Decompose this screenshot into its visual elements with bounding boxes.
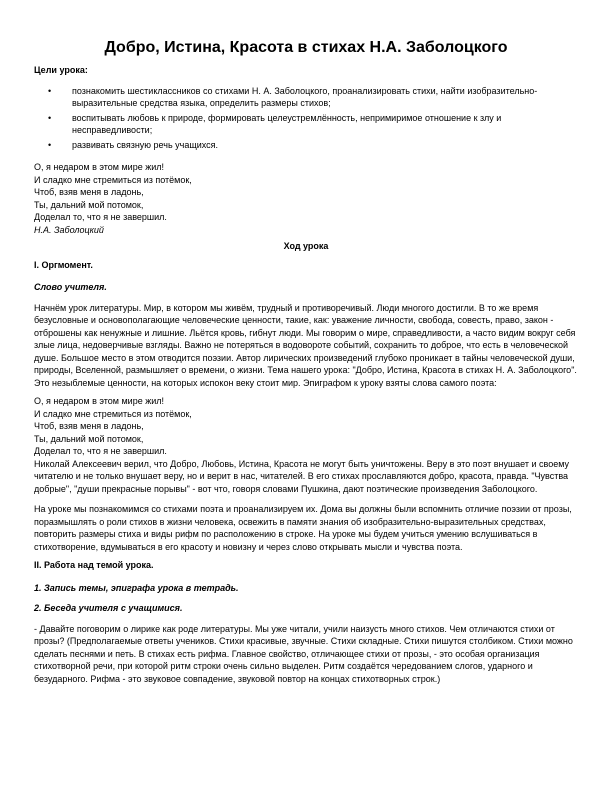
document-page xyxy=(34,38,578,691)
epigraph xyxy=(34,161,578,236)
document-title: Добро, Истина, Красота в стихах Н.А. Заболоцкого xyxy=(104,39,508,56)
poem-line: О, я недаром в этом мире жил! xyxy=(34,396,165,406)
goal-item xyxy=(48,139,578,152)
bullet-icon: • xyxy=(48,85,52,96)
epigraph-line: О, я недаром в этом мире жил! xyxy=(34,162,165,172)
poem-line: Ты, дальний мой потомок, xyxy=(34,433,144,444)
goals-list xyxy=(34,85,578,152)
poem-quote xyxy=(34,395,578,458)
bullet-icon: • xyxy=(48,139,52,150)
goal-item xyxy=(48,85,578,110)
section-heading-1: I. Оргмомент. xyxy=(34,259,93,270)
epigraph-line: И сладко мне стремиться из потёмок, xyxy=(34,174,192,185)
lesson-heading: Ход урока xyxy=(283,241,329,251)
goal-text: познакомить шестиклассников со стихами Н. А. Заболоцкого, проанализировать стихи, найти изобразительно-выразительные средства языка, определить размеры стихов; xyxy=(72,85,538,108)
goal-item xyxy=(48,112,578,137)
paragraph-belief: Николай Алексеевич верил, что Добро, Любовь, Истина, Красота не могут быть уничтожены. Веру в это поэт внушает и своему читателю и не только внушает веру, но и верит в нас, читателей. В его стихах прославляются добро, красота, правда. "Чувства добрые", "души прекрасные порывы" - вот что, говоря словами Пушкина, дают поэтические произведения Заболоцкого. xyxy=(34,458,570,494)
goal-text: воспитывать любовь к природе, формировать целеустремлённость, непримиримое отношение к злу и несправедливости; xyxy=(72,112,502,135)
subsection-heading-2: 2. Беседа учителя с учащимися. xyxy=(34,603,183,613)
epigraph-line: Чтоб, взяв меня в ладонь, xyxy=(34,187,144,197)
poem-line: Чтоб, взяв меня в ладонь, xyxy=(34,421,144,431)
paragraph-intro: Начнём урок литературы. Мир, в котором мы живём, трудный и противоречивый. Люди многого достигли. В то же время безусловные и основополагающие человеческие ценности, такие, как: уважение личности, свобода, совесть, право, закон - отброшены как ненужные и лишние. Льётся кровь, гибнут люди. Мы говорим о мире, справедливости, а часто видим вокруг себя злые лица, недоверчивые взгляды. Важно не потеряться в водовороте событий, сохранить то доброе, что есть в человеческой душе. Большое место в этом отводится поэзии. Автор лирических произведений глубоко проникает в тайны человеческой души, природы, Вселенной, размышляет о времени, о жизни. Тема нашего урока: "Добро, Истина, Красота в стихах Н. А. Заболоцкого". Это незыблемые ценности, на которых испокон веку стоит мир. Эпиграфом к уроку взяты слова самого поэта: xyxy=(34,302,577,388)
paragraph-lesson-plan: На уроке мы познакомимся со стихами поэта и проанализируем их. Дома вы должны были вспомнить отличие поэзии от прозы, поразмышлять о роли стихов в жизни человека, освежить в памяти знания об изобразительно-выразительных средствах, повторить размеры стиха и виды рифм по расположению в строке. На уроке мы будем учиться умению вслушиваться в стихотворение, вдумываться в его красоту и новизну и через слово открывать мысли и чувства поэта. xyxy=(34,504,572,552)
subsection-heading-1: 1. Запись темы, эпиграфа урока в тетрадь. xyxy=(34,582,239,593)
bullet-icon: • xyxy=(48,112,52,123)
poem-line: Доделал то, что я не завершил. xyxy=(34,446,167,456)
epigraph-author: Н.А. Заболоцкий xyxy=(34,224,104,235)
poem-line: И сладко мне стремиться из потёмок, xyxy=(34,408,192,419)
epigraph-line: Ты, дальний мой потомок, xyxy=(34,199,144,210)
goals-heading: Цели урока: xyxy=(34,65,88,75)
paragraph-discussion: - Давайте поговорим о лирике как роде литературы. Мы уже читали, учили наизусть много стихов. Чем отличаются стихи от прозы? (Предполагаемые ответы учеников. Стихи красивые, звучные. Стихи складные. Стихи пишутся столбиком. Стихи можно сделать песнями и петь. В стихах есть рифма. Главное свойство, отличающее стихи от прозы, - это особая организация стихотворной речи, при которой ритм строки очень сильно выделен. Ритм создаётся чередованием слогов, ударного и безударного. Рифма - это звуковое совпадение, звуковой повтор на концах стихотворных строк.) xyxy=(34,623,573,684)
teacher-word-heading: Слово учителя. xyxy=(34,282,107,292)
section-heading-2: II. Работа над темой урока. xyxy=(34,560,154,570)
epigraph-line: Доделал то, что я не завершил. xyxy=(34,212,167,222)
goal-text: развивать связную речь учащихся. xyxy=(72,139,219,150)
